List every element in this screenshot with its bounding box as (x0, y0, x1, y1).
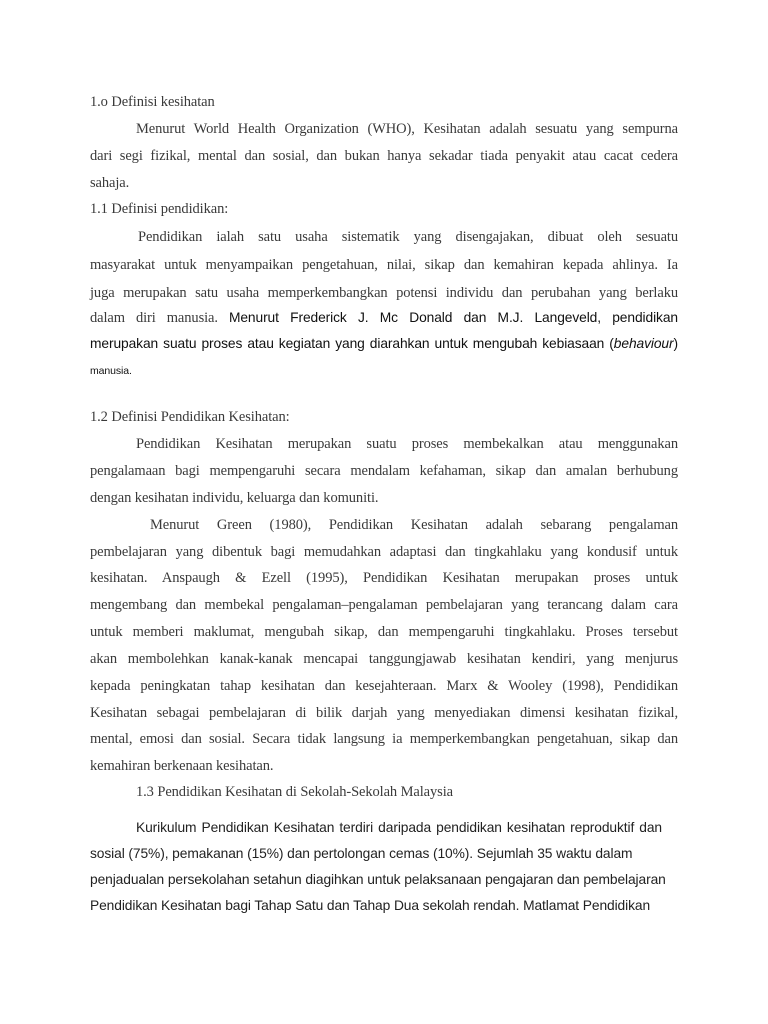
paragraph-line: manusia. (90, 365, 132, 377)
text-run: merupakan suatu proses atau kegiatan yang diarahkan untuk mengubah kebiasaan ( (90, 336, 614, 351)
paragraph-line: juga merupakan satu usaha memperkembangkan potensi individu dan perubahan yang berlaku (90, 285, 678, 301)
paragraph-line: kepada peningkatan tahap kesihatan dan kesejahteraan. Marx & Wooley (1998), Pendidikan (90, 678, 678, 694)
paragraph-line: sahaja. (90, 175, 130, 191)
section-heading-1-2: 1.2 Definisi Pendidikan Kesihatan: (90, 409, 290, 425)
paragraph-line: Pendidikan ialah satu usaha sistematik yang disengajakan, dibuat oleh sesuatu (138, 229, 678, 245)
paragraph-line: dengan kesihatan individu, keluarga dan komuniti. (90, 490, 379, 506)
paragraph-line: sosial (75%), pemakanan (15%) dan pertolongan cemas (10%). Sejumlah 35 waktu dalam (90, 846, 633, 861)
paragraph-line: Pendidikan Kesihatan merupakan suatu proses membekalkan atau menggunakan (136, 436, 678, 452)
paragraph-line: kemahiran berkenaan kesihatan. (90, 758, 274, 774)
paragraph-line: Pendidikan Kesihatan bagi Tahap Satu dan Tahap Dua sekolah rendah. Matlamat Pendidikan (90, 898, 651, 913)
paragraph-line: Kesihatan sebagai pembelajaran di bilik darjah yang menyediakan dimensi kesihatan fizikal, (90, 705, 678, 721)
citation-text: Menurut Frederick J. Mc Donald dan M.J. Langeveld, pendidikan (228, 310, 678, 325)
paragraph-line: pembelajaran yang dibentuk bagi memudahkan adaptasi dan tingkahlaku yang kondusif untuk (90, 544, 678, 560)
paragraph-line: Menurut World Health Organization (WHO), Kesihatan adalah sesuatu yang sempurna (136, 121, 678, 137)
paragraph-line (90, 335, 678, 353)
paragraph-line: pengalamaan bagi mempengaruhi secara mendalam kefahaman, sikap dan amalan berhubung (90, 463, 678, 479)
paragraph-line: mengembang dan membekal pengalaman–pengalaman pembelajaran yang terancang dalam cara (90, 597, 678, 613)
paragraph-line: mental, emosi dan sosial. Secara tidak langsung ia memperkembangkan pengetahuan, sikap dan (90, 731, 678, 747)
italic-term: behaviour (613, 336, 674, 351)
paragraph-line: Menurut Green (1980), Pendidikan Kesihatan adalah sebarang pengalaman (150, 517, 678, 533)
paragraph-line: dari segi fizikal, mental dan sosial, dan bukan hanya sekadar tiada penyakit atau cacat cedera (90, 148, 678, 164)
paragraph-line: untuk memberi maklumat, mengubah sikap, dan mempengaruhi tingkahlaku. Proses tersebut (90, 624, 678, 640)
section-heading-1-3: 1.3 Pendidikan Kesihatan di Sekolah-Sekolah Malaysia (136, 784, 453, 800)
paragraph-line: kesihatan. Anspaugh & Ezell (1995), Pendidikan Kesihatan merupakan proses untuk (90, 570, 678, 586)
section-heading-1-0: 1.o Definisi kesihatan (90, 94, 215, 110)
text-run: dalam diri manusia. (90, 310, 218, 326)
paragraph-line: masyarakat untuk menyampaikan pengetahuan, nilai, sikap dan kemahiran kepada ahlinya. Ia (90, 257, 678, 273)
text-run: ) (673, 336, 678, 351)
paragraph-line: Kurikulum Pendidikan Kesihatan terdiri daripada pendidikan kesihatan reproduktif dan (136, 820, 662, 835)
paragraph-line: penjadualan persekolahan setahun diagihkan untuk pelaksanaan pengajaran dan pembelajaran (90, 872, 666, 887)
section-heading-1-1: 1.1 Definisi pendidikan: (90, 201, 229, 217)
paragraph-line (90, 309, 678, 327)
paragraph-line: akan membolehkan kanak-kanak mencapai tanggungjawab kesihatan kendiri, yang menjurus (90, 651, 678, 667)
